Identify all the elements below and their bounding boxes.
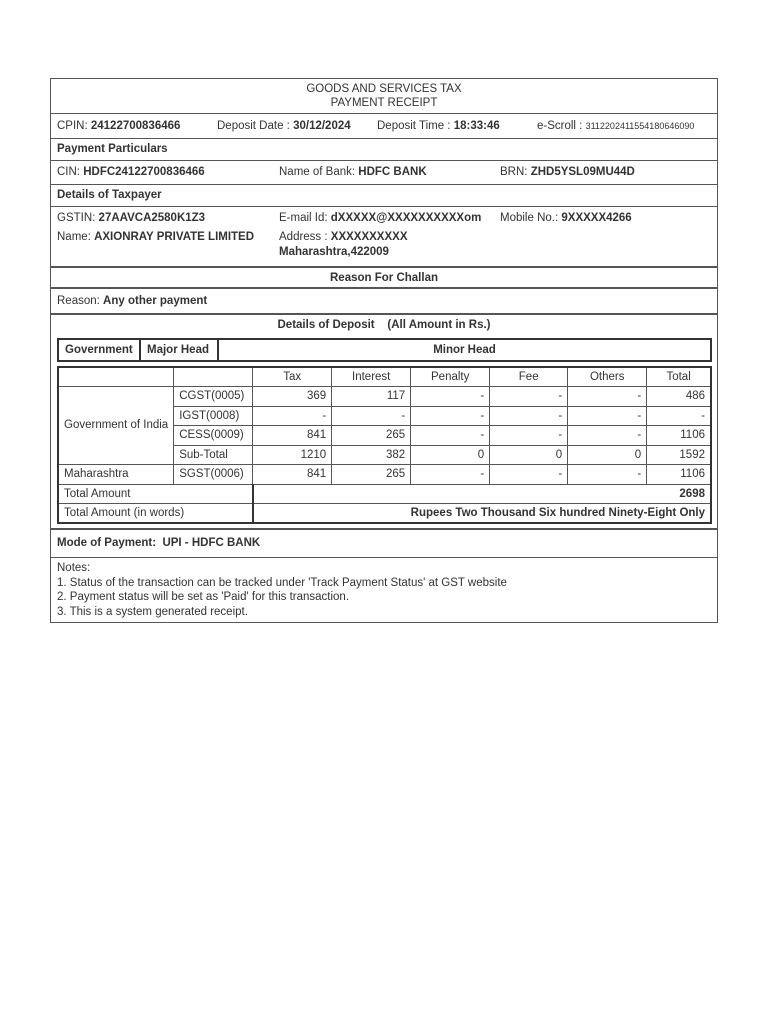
address-line-1: XXXXXXXXXX bbox=[330, 231, 408, 243]
col-fee: Fee bbox=[490, 367, 568, 387]
cell-penalty: 0 bbox=[411, 445, 490, 465]
taxpayer-heading: Details of Taxpayer bbox=[51, 185, 717, 207]
cpin-label: CPIN: bbox=[57, 120, 88, 132]
cell-fee: - bbox=[490, 426, 568, 446]
cell-tax: 841 bbox=[253, 465, 332, 485]
heads-row bbox=[58, 339, 711, 361]
payment-particulars-heading: Payment Particulars bbox=[51, 139, 717, 161]
payment-particulars-row bbox=[51, 161, 717, 185]
cell-interest: 117 bbox=[332, 387, 411, 407]
deposit-heading-note: (All Amount in Rs.) bbox=[387, 319, 491, 331]
cell-others: - bbox=[568, 387, 647, 407]
mode-of-payment bbox=[51, 529, 717, 558]
amount-words-row bbox=[58, 504, 711, 524]
deposit-time-value: 18:33:46 bbox=[453, 120, 500, 132]
mode-value: UPI - HDFC BANK bbox=[162, 537, 261, 549]
deposit-table bbox=[57, 366, 712, 524]
col-tax: Tax bbox=[253, 367, 332, 387]
cell-interest: 265 bbox=[332, 465, 411, 485]
row-head: CESS(0009) bbox=[174, 426, 253, 446]
note-item: 1. Status of the transaction can be tracked under 'Track Payment Status' at GST website bbox=[57, 576, 507, 589]
cell-fee: 0 bbox=[490, 445, 568, 465]
col-blank-1 bbox=[58, 367, 174, 387]
bank-label: Name of Bank: bbox=[279, 166, 356, 178]
name-label: Name: bbox=[57, 231, 91, 243]
total-amount-value: 2698 bbox=[253, 484, 711, 504]
cell-total: 1106 bbox=[647, 426, 711, 446]
minor-head: Minor Head bbox=[218, 339, 711, 361]
cell-total: 486 bbox=[647, 387, 711, 407]
mode-field bbox=[57, 537, 260, 549]
cpin-field bbox=[57, 120, 180, 132]
cin-value: HDFC24122700836466 bbox=[83, 166, 205, 178]
table-row bbox=[58, 465, 711, 485]
maharashtra: Maharashtra bbox=[58, 465, 174, 485]
cell-interest: - bbox=[332, 406, 411, 426]
amount-words-value: Rupees Two Thousand Six hundred Ninety-Eight Only bbox=[253, 504, 711, 524]
email-value: dXXXXX@XXXXXXXXXXom bbox=[330, 212, 482, 224]
deposit-date-value: 30/12/2024 bbox=[293, 120, 351, 132]
amount-words-label: Total Amount (in words) bbox=[58, 504, 253, 524]
col-total: Total bbox=[647, 367, 711, 387]
cell-tax: - bbox=[253, 406, 332, 426]
row-head: IGST(0008) bbox=[174, 406, 253, 426]
cpin-value: 24122700836466 bbox=[90, 120, 181, 132]
reason-row bbox=[51, 289, 717, 315]
cell-tax: 1210 bbox=[253, 445, 332, 465]
cell-others: - bbox=[568, 465, 647, 485]
col-interest: Interest bbox=[332, 367, 411, 387]
heads-table bbox=[57, 338, 712, 362]
cell-total: 1106 bbox=[647, 465, 711, 485]
gstin-value: 27AAVCA2580K1Z3 bbox=[98, 212, 206, 224]
address-field bbox=[279, 231, 408, 243]
challan-heading: Reason For Challan bbox=[51, 268, 717, 289]
gstin-field bbox=[57, 212, 205, 224]
cell-tax: 369 bbox=[253, 387, 332, 407]
brn-field bbox=[500, 166, 635, 178]
bank-field bbox=[279, 166, 427, 178]
government-of-india: Government of India bbox=[58, 387, 174, 465]
deposit-section bbox=[51, 315, 717, 529]
cell-fee: - bbox=[490, 387, 568, 407]
deposit-time-label: Deposit Time : bbox=[377, 120, 451, 132]
cpin-row bbox=[51, 114, 717, 139]
col-penalty: Penalty bbox=[411, 367, 490, 387]
deposit-date-field bbox=[217, 120, 351, 132]
note-item: 3. This is a system generated receipt. bbox=[57, 605, 248, 618]
cell-penalty: - bbox=[411, 406, 490, 426]
escroll-label: e-Scroll : bbox=[537, 120, 583, 132]
cell-tax: 841 bbox=[253, 426, 332, 446]
cell-others: 0 bbox=[568, 445, 647, 465]
cell-others: - bbox=[568, 426, 647, 446]
cell-total: - bbox=[647, 406, 711, 426]
cin-label: CIN: bbox=[57, 166, 80, 178]
brn-label: BRN: bbox=[500, 166, 528, 178]
cell-interest: 382 bbox=[332, 445, 411, 465]
name-field bbox=[57, 231, 254, 243]
name-value: AXIONRAY PRIVATE LIMITED bbox=[94, 231, 255, 243]
government-head: Government bbox=[58, 339, 140, 361]
col-blank-2 bbox=[174, 367, 253, 387]
payment-receipt bbox=[50, 78, 718, 623]
brn-value: ZHD5YSL09MU44D bbox=[530, 166, 635, 178]
cell-fee: - bbox=[490, 406, 568, 426]
mobile-label: Mobile No.: bbox=[500, 212, 559, 224]
address-label: Address : bbox=[279, 231, 328, 243]
taxpayer-details bbox=[51, 207, 717, 268]
reason-field bbox=[57, 295, 207, 307]
col-others: Others bbox=[568, 367, 647, 387]
deposit-header-row bbox=[58, 367, 711, 387]
email-label: E-mail Id: bbox=[279, 212, 328, 224]
deposit-heading bbox=[51, 315, 717, 336]
title-line-1: GOODS AND SERVICES TAX bbox=[306, 83, 462, 95]
address-line-2: Maharashtra,422009 bbox=[279, 246, 389, 258]
major-head: Major Head bbox=[140, 339, 218, 361]
cell-total: 1592 bbox=[647, 445, 711, 465]
deposit-heading-text: Details of Deposit bbox=[277, 319, 375, 331]
cin-field bbox=[57, 166, 205, 178]
email-field bbox=[279, 212, 481, 224]
title-line-2: PAYMENT RECEIPT bbox=[330, 97, 438, 109]
row-head: SGST(0006) bbox=[174, 465, 253, 485]
reason-label: Reason: bbox=[57, 295, 100, 307]
cell-penalty: - bbox=[411, 426, 490, 446]
row-head: Sub-Total bbox=[174, 445, 253, 465]
notes-title: Notes: bbox=[57, 562, 91, 574]
cell-fee: - bbox=[490, 465, 568, 485]
total-amount-row bbox=[58, 484, 711, 504]
table-row bbox=[58, 387, 711, 407]
mode-label: Mode of Payment: bbox=[57, 537, 157, 549]
deposit-time-field bbox=[377, 120, 500, 132]
row-head: CGST(0005) bbox=[174, 387, 253, 407]
escroll-value: 31122024115541806460​90 bbox=[585, 121, 695, 131]
cell-penalty: - bbox=[411, 387, 490, 407]
cell-others: - bbox=[568, 406, 647, 426]
reason-value: Any other payment bbox=[103, 295, 208, 307]
total-amount-label: Total Amount bbox=[58, 484, 253, 504]
mobile-value: 9XXXXX4266 bbox=[561, 212, 632, 224]
bank-value: HDFC BANK bbox=[358, 166, 427, 178]
receipt-title bbox=[51, 79, 717, 114]
gstin-label: GSTIN: bbox=[57, 212, 96, 224]
escroll-field bbox=[537, 120, 694, 132]
cell-interest: 265 bbox=[332, 426, 411, 446]
note-item: 2. Payment status will be set as 'Paid' for this transaction. bbox=[57, 591, 350, 603]
notes-section bbox=[51, 558, 717, 622]
cell-penalty: - bbox=[411, 465, 490, 485]
deposit-date-label: Deposit Date : bbox=[217, 120, 290, 132]
mobile-field bbox=[500, 212, 632, 224]
